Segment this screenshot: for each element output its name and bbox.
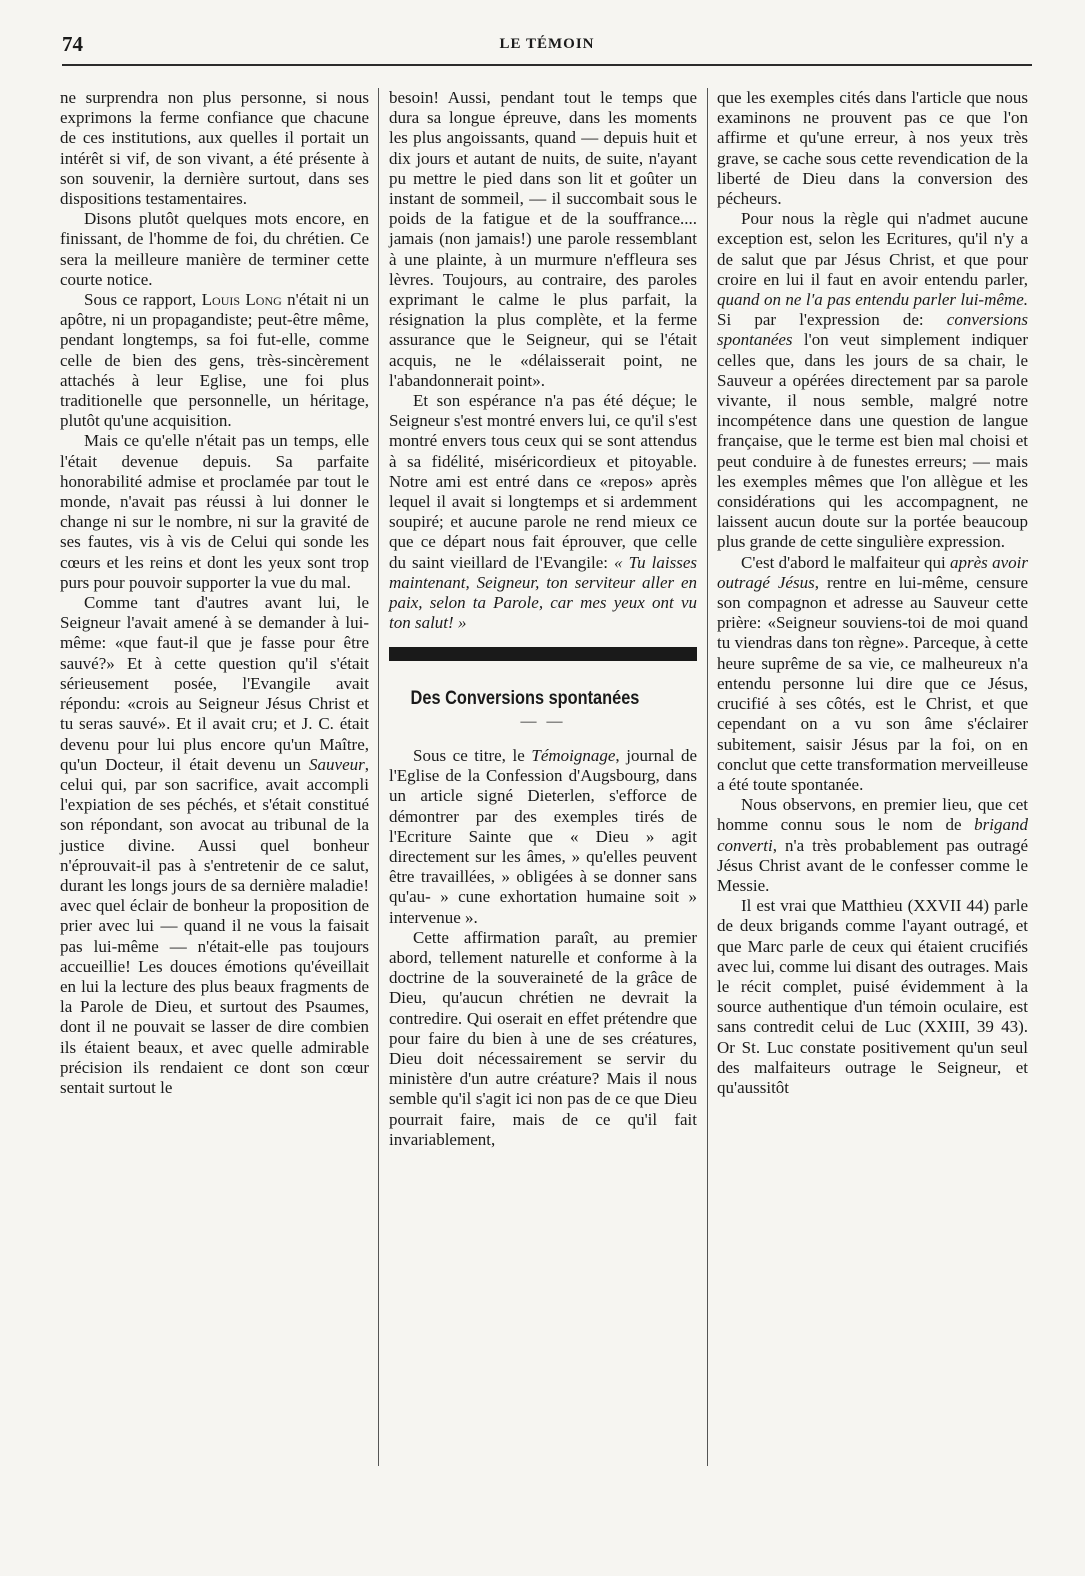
italic-text: Sauveur — [309, 754, 365, 774]
paragraph: Nous observons, en premier lieu, que cet homme connu sous le nom de brigand converti, n'a très probablement pas outragé Jésus Christ avant de le confesser comme le Messie. — [717, 795, 1028, 895]
paragraph: Cette affirmation paraît, au premier abord, tellement naturelle et conforme à la doctrine de la souveraineté de la grâce de Dieu, qu'aucun chrétien ne devrait la contredire. Qui oserait en effet prétendre que pour faire du bien à une de ses créatures, Dieu doit nécessairement se servir du ministère d'un autre créature? Mais il nous semble qu'il s'agit ici non pas de ce que Dieu pourrait faire, mais de ce qu'il fait invariablement, — [389, 927, 697, 1149]
paragraph: besoin! Aussi, pendant tout le temps que dura sa longue épreuve, dans les moments les plus angoissants, quand — depuis huit et dix jours et autant de nuits, de suite, n'ayant pu mettre le pied dans son lit et goûter un instant de sommeil, — il succombait sous le poids de la fatigue et de la souffrance.... jamais (non jamais!) une parole ressemblant à une plainte, à un murmure n'effleura ses lèvres. Toujours, au contraire, des paroles exprimant le calme le plus parfait, la résignation la plus complète, et la ferme assurance que le Seigneur, qui se l'était acquis, ne le «délaisserait point, ne l'abandonnerait point». — [389, 88, 697, 390]
paragraph: Sous ce titre, le Témoignage, journal de l'Eglise de la Confession d'Augsbourg, dans un article signé Dieterlen, s'efforce de démontrer par des exemples tirés de l'Ecriture Sainte que « Dieu » agit directement sur les âmes, » qu'elles peuvent être travaillées, » obligées à se donner sans qu'au- » cune exhortation humaine soit » intervenue ». — [389, 745, 698, 927]
paragraph: Sous ce rapport, Louis Long n'était ni un apôtre, ni un propagandiste; peut-être même, pendant longtemps, sa foi fut-elle, comme celle de bien des gens, très-sincèrement attachés à leur Eglise, une foi plus traditionelle que personnelle, un héritage, plutôt qu'une acquisition. — [60, 290, 369, 431]
section-dash: — — — [520, 712, 566, 730]
paragraph: C'est d'abord le malfaiteur qui après avoir outragé Jésus, rentre en lui-même, censure son compagnon et adresse au Sauveur cette prière: «Seigneur souviens-toi de moi quand tu viendras dans ton règne». Parceque, à cette heure suprême de sa vie, ce malheureux n'a entendu personne lui dire que ce Jésus, crucifié à ses côtés, est le Christ, et que cependant on a vu son âme s'éclairer subitement, saisir Jésus par la foi, on en conclut que cette transformation merveilleuse a été toute spontanée. — [717, 552, 1028, 794]
paragraph: Pour nous la règle qui n'admet aucune exception est, selon les Ecritures, qu'il n'y a de salut que par Jésus Christ, et que pour croire en lui il faut en avoir entendu parler, quand on ne l'a pas entendu parler lui-même. Si par l'expression de: conversions spontanées l'on veut simplement indiquer celles que, dans les jours de sa chair, le Sauveur a opérées directement par sa parole vivante, il nous semble, malgré notre incompétence dans une question de langue française, que le terme est bien mal choisi et peut conduire à de funestes erreurs; — mais les exemples mêmes que l'on allègue et les considérations qui les accompagnent, ne laissent aucun doute sur la portée beaucoup plus grande de cette singulière expression. — [717, 209, 1028, 552]
column-1 — [60, 88, 369, 1098]
paragraph: Et son espérance n'a pas été déçue; le Seigneur s'est montré envers lui, ce qu'il s'est montré envers tous ceux qui se sont attendus à sa fidélité, miséricordieux et pitoyable. Notre ami est entré dans ce «repos» après lequel il avait si longtemps et si ardemment soupiré; et aucune parole ne rend mieux ce que ce départ nous fait éprouver, que celle du saint vieillard de l'Evangile: « Tu laisses maintenant, Seigneur, ton serviteur aller en paix, selon ta Parole, car mes yeux ont vu ton salut! » — [389, 391, 698, 633]
italic-quote: « Tu laisses maintenant, Seigneur, ton serviteur aller en paix, selon ta Parole, car mes yeux ont vu ton salut! » — [389, 552, 698, 633]
page-header — [62, 32, 1032, 60]
column-3 — [717, 88, 1028, 1098]
paragraph: Comme tant d'autres avant lui, le Seigneur l'avait amené à se demander à lui-même: «que faut-il que je fasse pour être sauvé?» Et à cette question qu'il s'était sérieusement posée, l'Evangile avait répondu: «crois au Seigneur Jésus Christ et tu seras sauvé». Et il avait cru; et J. C. était devenu pour lui plus encore qu'un Maître, qu'un Docteur, il était devenu un Sauveur, celui qui, par son sacrifice, avait accompli l'expiation de ses péchés, et s'était constitué son répondant, son avocat au tribunal de la justice divine. Aussi quel bonheur n'éprouvait-il pas à s'entretenir de ce salut, durant les longs jours de sa dernière maladie! avec quel éclair de bonheur la proposition de prier avec lui — quand il ne vous la faisait pas lui-même — n'était-elle pas toujours accueillie! Les douces émotions qu'éveillait en lui la lecture des plus beaux fragments de la Parole de Dieu, et surtout des Psaumes, dont il ne pouvait se lasser de dire combien ils étaient beaux, et avec quelle admirable précision ils rendaient ce dont son cœur sentait surtout le — [60, 593, 369, 1097]
column-divider — [707, 88, 708, 1466]
paragraph: ne surprendra non plus personne, si nous exprimons la ferme confiance que chacune de ces institutions, aux quelles il portait un intérêt si vif, de son vivant, a été présente à son souvenir, la dernière surtout, dans ses dispositions testamentaires. — [60, 88, 369, 209]
running-title: LE TÉMOIN — [499, 36, 595, 52]
italic-text: après avoir outragé Jésus — [717, 552, 1028, 592]
header-rule — [62, 64, 1032, 66]
section-rule — [389, 647, 697, 661]
paragraph: que les exemples cités dans l'article que nous examinons ne prouvent pas ce que l'on affirme et qu'une erreur, à nos yeux très grave, se cache sous cette revendication de la liberté de Dieu dans la conversion des pécheurs. — [717, 88, 1028, 209]
column-2 — [389, 88, 697, 1150]
paragraph: Il est vrai que Matthieu (XXVII 44) parle de deux brigands comme l'ayant outragé, et que Marc parle de ceux qui étaient crucifiés avec lui, comme lui disant des outrages. Mais le récit complet, puisé évidemment à la source authentique d'un témoin oculaire, est sans contredit celui de Luc (XXIII, 39 43). Or St. Luc constate positivement qu'un seul des malfaiteurs outrage le Seigneur, et qu'aussitôt — [717, 896, 1028, 1097]
paragraph: Disons plutôt quelques mots encore, en finissant, de l'homme de foi, du chrétien. Ce sera la meilleure manière de terminer cette courte notice. — [60, 209, 369, 289]
paragraph: Mais ce qu'elle n'était pas un temps, elle l'était devenue depuis. Sa parfaite honorabilité admise et proclamée par tout le monde, n'avait pas réussi à lui donner le change ni sur le nombre, ni sur la gravité de ses fautes, vis à vis de Celui qui sonde les cœurs et les reins et dont les yeux sont trop purs pour pouvoir supporter la vue du mal. — [60, 431, 369, 592]
italic-text: Témoignage — [531, 745, 616, 765]
italic-text: quand on ne l'a pas entendu parler lui-même. — [717, 290, 1028, 310]
page-number: 74 — [62, 32, 83, 56]
column-divider — [378, 88, 379, 1466]
italic-text: brigand converti — [717, 815, 1028, 855]
section-title: Des Conversions spontanées — [410, 688, 640, 710]
person-name: Louis Long — [201, 290, 282, 310]
italic-text: conversions spontanées — [717, 310, 1028, 350]
